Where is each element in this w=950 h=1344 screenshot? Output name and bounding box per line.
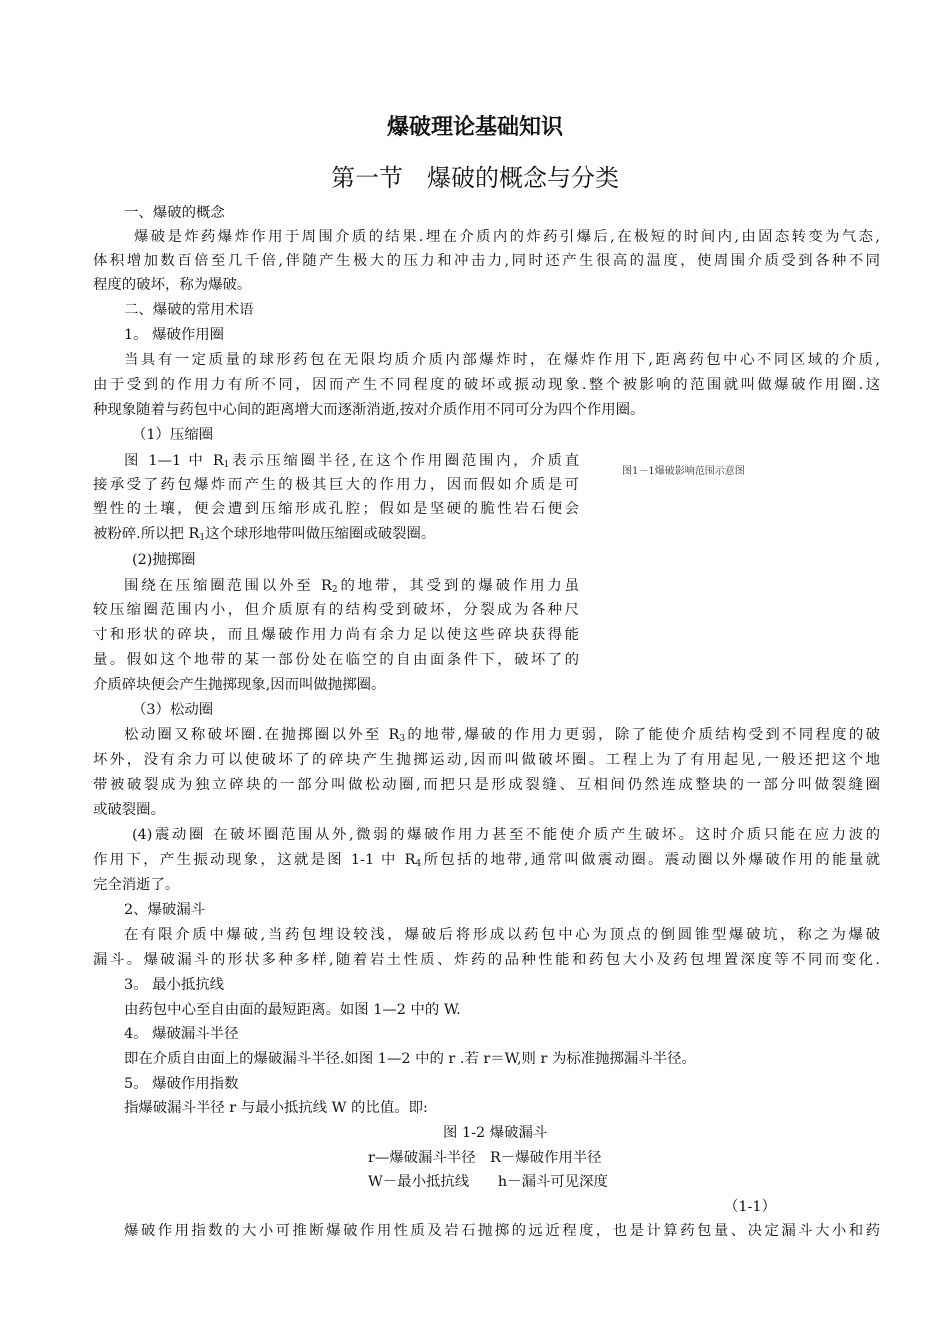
document-title: 爆破理论基础知识: [386, 115, 563, 140]
paragraph-line: 量。假如这个地带的某一部份处在临空的自由面条件下，破坏了的: [93, 652, 579, 668]
heading-terms: 二、爆破的常用术语: [124, 302, 254, 318]
paragraph-line: 体积增加数百倍至几千倍,伴随产生极大的压力和冲击力,同时还产生很高的温度，使周围介质受到各种不同: [93, 253, 880, 269]
paragraph-line: 爆破是炸药爆炸作用于周围介质的结果.埋在介质内的炸药引爆后,在极短的时间内,由固态转变为气态,: [134, 229, 880, 245]
heading-term-5: 5。 爆破作用指数: [124, 1076, 239, 1092]
paragraph-line: 图 1—1 中 $R_1$表示压缩圈半径,在这个作用圈范围内，介质直: [124, 453, 580, 470]
paragraph-line: (4)震动圈 在破坏圈范围从外,微弱的爆破作用力甚至不能使介质产生破坏。这时介质只能在应力波的: [132, 827, 880, 843]
heading-term-3: 3。 最小抵抗线: [124, 977, 225, 993]
heading-loosening-zone: （3）松动圈: [132, 702, 214, 718]
paragraph-line: 完全消逝了。: [93, 877, 180, 893]
paragraph-line: 被粉碎.所以把 $R_1$这个球形地带叫做压缩圈或破裂圈。: [93, 526, 436, 543]
heading-throw-zone: (2)抛掷圈: [132, 552, 196, 568]
paragraph-line: 带被破裂成为独立碎块的一部分叫做松动圈,而把只是形成裂缝、互相间仍然连成整块的一部分叫做裂缝圈: [93, 777, 880, 793]
paragraph-line: 塑性的土壤，便会遭到压缩形成孔腔；假如是坚硬的脆性岩石便会: [93, 501, 579, 517]
section-title: 第一节 爆破的概念与分类: [331, 164, 619, 192]
paragraph-line: 松动圈又称破坏圈.在抛掷圈以外至 $R_3$的地带,爆破的作用力更弱，除了能使介质结构受到不同程度的破: [124, 727, 880, 744]
paragraph-line: 种现象随着与药包中心间的距离增大而逐渐消逝,按对介质作用不同可分为四个作用圈。: [93, 402, 645, 418]
paragraph-line: 或破裂圈。: [93, 802, 165, 818]
paragraph-line: 爆破作用指数的大小可推断爆破作用性质及岩石抛掷的远近程度，也是计算药包量、决定漏斗大小和药: [124, 1223, 880, 1239]
figure-1-2-legend-line: r—爆破漏斗半径 R－爆破作用半径: [368, 1150, 602, 1166]
heading-concept: 一、爆破的概念: [124, 205, 225, 221]
paragraph-line: 介质碎块便会产生抛掷现象,因而叫做抛掷圈。: [93, 677, 386, 693]
paragraph-line: 围绕在压缩圈范围以外至 $R_2$的地带，其受到的爆破作用力虽: [124, 578, 579, 595]
figure-1-1-caption: 图1－1爆破影响范围示意图: [622, 466, 745, 477]
figure-1-2-caption: 图 1-2 爆破漏斗: [443, 1125, 548, 1141]
paragraph-line: 指爆破漏斗半径 r 与最小抵抗线 W 的比值。即:: [124, 1100, 428, 1116]
paragraph-line: 由于受到的作用力有所不同，因而产生不同程度的破坏或振动现象.整个被影响的范围就叫做爆破作用圈.这: [93, 377, 880, 393]
figure-1-2-legend-line: W－最小抵抗线 h－漏斗可见深度: [368, 1174, 608, 1190]
paragraph-line: 较压缩圈范围内小，但介质原有的结构受到破坏，分裂成为各种尺: [93, 602, 579, 618]
heading-compression-zone: （1）压缩圈: [132, 427, 214, 443]
paragraph-line: 寸和形状的碎块，而且爆破作用力尚有余力足以使这些碎块获得能: [93, 627, 579, 643]
paragraph-line: 漏斗。爆破漏斗的形状多种多样,随着岩土性质、炸药的品种性能和药包大小及药包埋置深度等不同而变化.: [93, 952, 880, 968]
paragraph-line: 接承受了药包爆炸而产生的极其巨大的作用力，因而假如介质是可: [93, 477, 579, 493]
heading-term-4: 4。 爆破漏斗半径: [124, 1026, 239, 1042]
equation-number: （1-1）: [724, 1199, 776, 1215]
paragraph-line: 坏外，没有余力可以使破坏了的碎块产生抛掷运动,因而叫做破坏圈。工程上为了有用起见,一般还把这个地: [93, 752, 880, 768]
paragraph-line: 当具有一定质量的球形药包在无限均质介质内部爆炸时，在爆炸作用下,距离药包中心不同区域的介质,: [124, 352, 880, 368]
paragraph-line: 程度的破坏，称为爆破。: [93, 277, 252, 293]
paragraph-line: 在有限介质中爆破,当药包埋设较浅，爆破后将形成以药包中心为顶点的倒圆锥型爆破坑，称之为爆破: [124, 927, 880, 943]
paragraph-line: 即在介质自由面上的爆破漏斗半径.如图 1—2 中的 r .若 r＝W,则 r 为标准抛掷漏斗半径。: [124, 1051, 696, 1067]
heading-term-2: 2、爆破漏斗: [124, 902, 206, 918]
heading-term-1: 1。 爆破作用圈: [124, 327, 225, 343]
paragraph-line: 由药包中心至自由面的最短距离。如图 1—2 中的 W.: [124, 1002, 461, 1018]
paragraph-line: 作用下，产生振动现象，这就是图 1-1 中 $R_4$所包括的地带,通常叫做震动圈。震动圈以外爆破作用的能量就: [93, 852, 880, 869]
